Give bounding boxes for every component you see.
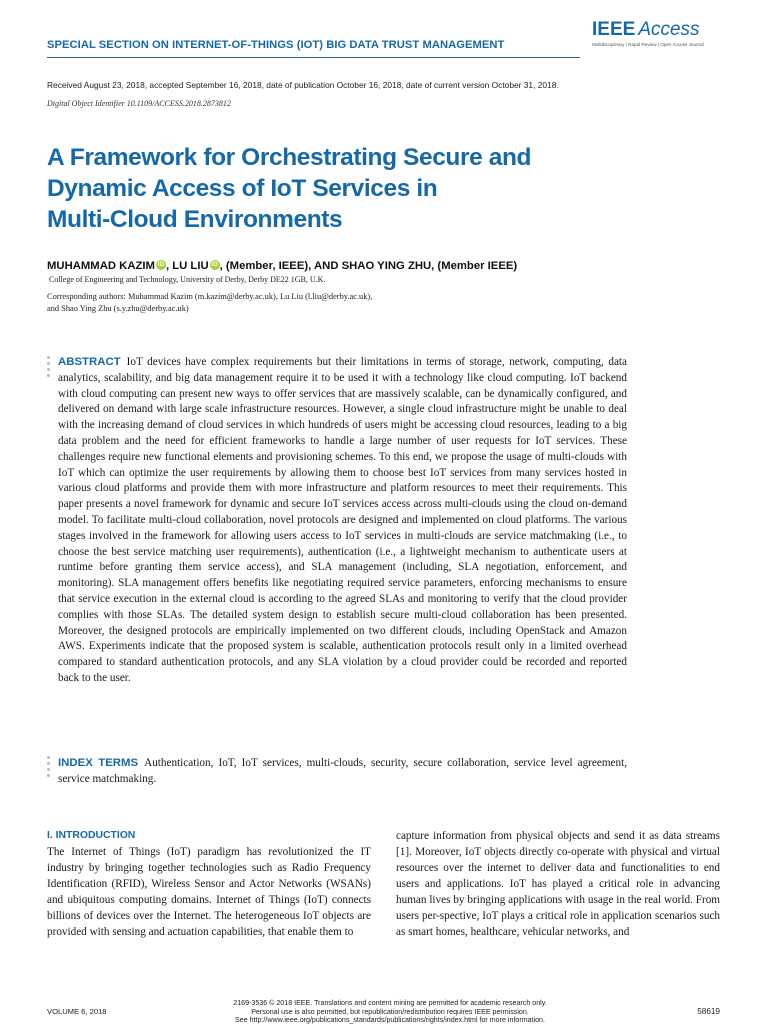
- corresponding-line: Corresponding authors: Muhammad Kazim (m.kazim@derby.ac.uk), Lu Liu (l.liu@derby.ac.uk),: [47, 292, 373, 301]
- logo-access: Access: [638, 19, 700, 40]
- received-dates: Received August 23, 2018, accepted September 16, 2018, date of publication October 16, 2018, date of current version October 31, 2018.: [47, 80, 559, 90]
- index-terms-text: Authentication, IoT, IoT services, multi-clouds, security, secure collaboration, service level agreement, service matchmaking.: [58, 757, 628, 785]
- copyright-notice: [180, 999, 600, 1025]
- author-name: , LU LIU: [165, 260, 209, 272]
- index-terms: [58, 755, 627, 787]
- abstract-label: ABSTRACT: [58, 356, 121, 368]
- doi[interactable]: Digital Object Identifier 10.1109/ACCESS.2018.2873812: [47, 99, 231, 108]
- abstract-text: IoT devices have complex requirements but their limitations in terms of storage, network, computing, data analytics, scalability, and big data management require it to be used it with a technology like cloud computing. IoT backend with cloud computing can present new ways to offer services that are massively scalable, can be dynamically configured, and delivered on demand with large scale infrastructure resources. However, a single cloud infrastructure might be unable to deal with the increasing demand of cloud services in which hundreds of users might be accessing cloud resources, leading to a big data problem and the need for efficient frameworks to handle a large number of user requests for IoT services. These challenges require new functional elements and provisioning schemes. To this end, we propose the usage of multi-clouds with IoT which can optimize the user requirements by allowing them to choose best IoT services from many services hosted in various cloud platforms and provide them with more infrastructure and platform resources to meet their requirements. This paper presents a novel framework for dynamic and secure IoT services access across multi-clouds using the cloud on-demand model. To facilitate multi-cloud collaboration, novel protocols are designed and implemented on cloud platforms. The various stages involved in the framework for allowing users access to IoT services in multi-clouds are service matchmaking (i.e., to choose the best service matching user requirements), authentication (i.e., a lightweight mechanism to authenticate users at runtime before granting them service access), and SLA management (including, SLA negotiation, enforcement, and monitoring). SLA management offers benefits like negotiating required service parameters, enforcing mechanisms to ensure that service execution in the external cloud is according to the agreed SLAs and monitoring to verify that the cloud provider complies with those SLAs. The detailed system design to establish secure multi-cloud collaboration has been presented. Moreover, the designed protocols are empirically implemented on two different clouds, including OpenStack and Amazon AWS. Experiments indicate that the proposed system is scalable, authentication protocols result only in a limited overhead compared to standard authentication protocols, and any SLA violation by a cloud provider could be recorded and reported back to the user.: [58, 356, 627, 684]
- affiliation: College of Engineering and Technology, University of Derby, Derby DE22 1GB, U.K.: [49, 275, 326, 284]
- logo-ieee: IEEE: [592, 19, 636, 40]
- author-list: [47, 260, 517, 272]
- abstract: [58, 355, 627, 687]
- author-name: MUHAMMAD KAZIM: [47, 260, 155, 272]
- intro-left-column: [47, 828, 371, 940]
- intro-right-column: [396, 828, 720, 940]
- intro-paragraph: The Internet of Things (IoT) paradigm has revolutionized the IT industry by bringing together technologies such as Radio Frequency Identification (RFID), Wireless Sensor and Actor Networks (WSANs) and ubiquitous computing domains. Internet of Things (IoT) connects billions of devices over the Internet. The heterogeneous IoT objects are provided with sensing and actuation capabilities, that enable them to: [47, 846, 371, 938]
- title-line: Dynamic Access of IoT Services in: [47, 175, 438, 202]
- orcid-icon[interactable]: iD: [211, 261, 218, 268]
- abstract-marker-icon: [47, 356, 51, 380]
- header-rule: [47, 57, 580, 58]
- special-section-heading: SPECIAL SECTION ON INTERNET-OF-THINGS (IOT) BIG DATA TRUST MANAGEMENT: [47, 39, 505, 51]
- copyright-line: 2169-3536 © 2018 IEEE. Translations and content mining are permitted for academic research only.: [233, 999, 547, 1007]
- title-line: Multi-Cloud Environments: [47, 206, 343, 233]
- orcid-icon[interactable]: iD: [157, 261, 165, 268]
- volume-label: VOLUME 6, 2018: [47, 1007, 107, 1016]
- corresponding-authors: [47, 291, 372, 315]
- index-terms-marker-icon: [47, 756, 51, 780]
- copyright-line[interactable]: See http://www.ieee.org/publications_standards/publications/rights/index.html for more information.: [235, 1016, 545, 1025]
- paper-title: [47, 142, 607, 235]
- corresponding-line: and Shao Ying Zhu (s.y.zhu@derby.ac.uk): [47, 304, 189, 313]
- copyright-line: Personal use is also permitted, but republication/redistribution requires IEEE permission.: [251, 1007, 529, 1016]
- journal-logo: [592, 20, 722, 47]
- introduction-heading: I. INTRODUCTION: [47, 830, 136, 841]
- author-name: , (Member, IEEE), AND SHAO YING ZHU, (Member IEEE): [219, 260, 518, 272]
- logo-tagline: Multidisciplinary | Rapid Review | Open Access Journal: [592, 42, 704, 47]
- title-line: A Framework for Orchestrating Secure and: [47, 144, 532, 171]
- page-number: 58619: [697, 1007, 720, 1016]
- intro-paragraph: capture information from physical objects and send it as data streams [1]. Moreover, IoT objects directly co-operate with physical and virtual resources over the internet to deliver data and functionalities to end users and applications. IoT has played a critical role in advancing human lives by bringing applications with usage in the real world. From users per-spective, IoT plays a critical role in application scenarios such as smart homes, healthcare, vehicular networks, and: [396, 830, 720, 938]
- index-terms-label: INDEX TERMS: [58, 757, 139, 769]
